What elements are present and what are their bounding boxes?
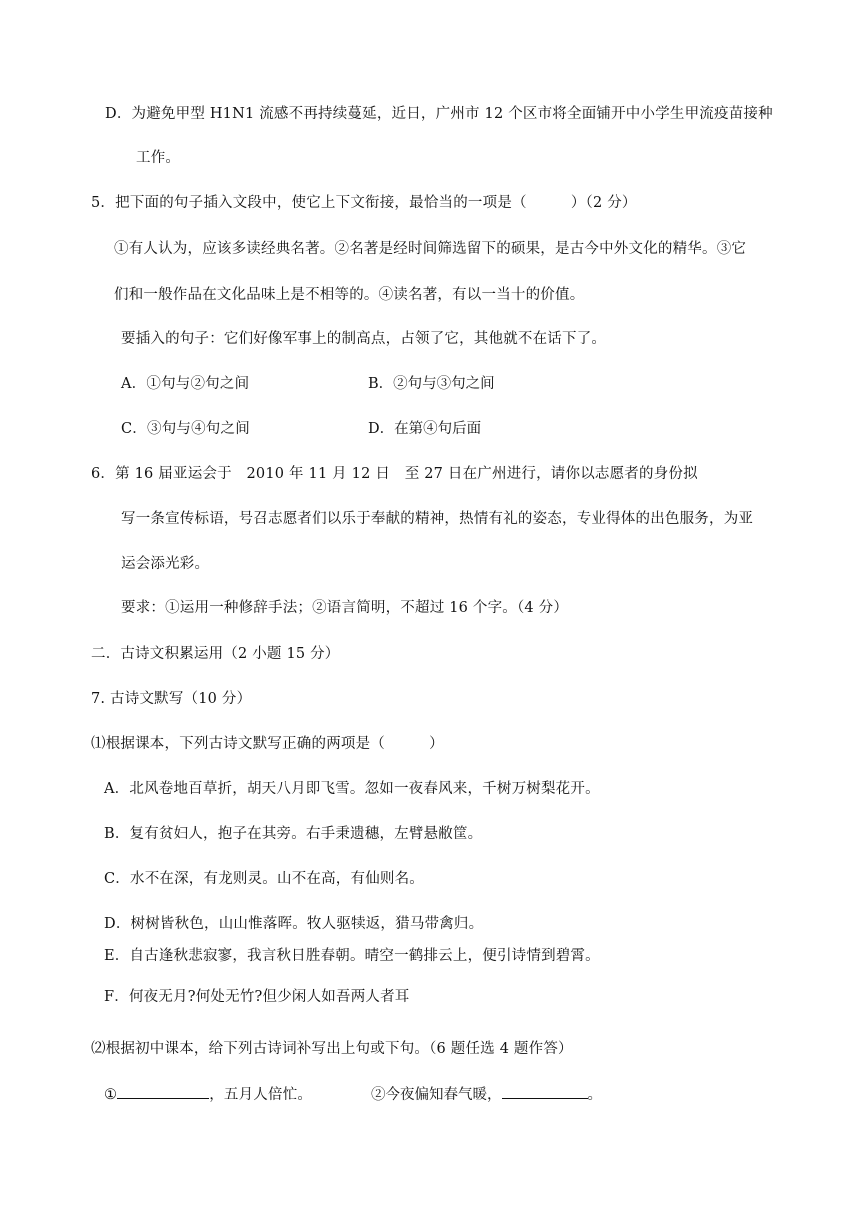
section-2-heading: 二．古诗文积累运用（2 小题 15 分） [91,646,340,662]
question-6-stem: 6．第 16 届亚运会于 2010 年 11 月 12 日 至 27 日在广州进行，请你以志愿者的身份拟 [91,466,698,482]
fill-1-number: ① [104,1087,118,1103]
fill-2-text: ②今夜偏知春气暖， [371,1087,502,1103]
question-5-passage-line2: 们和一般作品在文化品味上是不相等的。④读名著，有以一当十的价值。 [114,287,585,303]
question-7-option-f: F．何夜无月?何处无竹?但少闲人如吾两人者耳 [104,989,410,1005]
question-5-option-a: A．①句与②句之间 [121,376,250,392]
question-7-option-a: A．北风卷地百草折，胡天八月即飞雪。忽如一夜春风来，千树万树梨花开。 [104,781,600,797]
fill-in-line-1 [104,1084,312,1105]
question-6-requirement: 要求：①运用一种修辞手法；②语言简明，不超过 16 个字。（4 分） [121,600,569,616]
option-d-continuation: 工作。 [136,150,181,166]
fill-1-text: ，五月人倍忙。 [209,1087,313,1103]
question-5-insert-sentence: 要插入的句子：它们好像军事上的制高点，占领了它，其他就不在话下了。 [121,331,607,347]
fill-2-blank[interactable] [502,1084,588,1099]
fill-2-end: 。 [587,1087,602,1103]
question-7-part2-stem: ⑵根据初中课本，给下列古诗词补写出上句或下句。（6 题任选 4 题作答） [91,1041,573,1057]
question-5-stem: 5．把下面的句子插入文段中，使它上下文衔接，最恰当的一项是（ ）（2 分） [91,195,637,211]
question-7-option-b: B．复有贫妇人，抱子在其旁。右手秉遗穗，左臂悬敝筐。 [104,826,483,842]
question-7-option-c: C．水不在深，有龙则灵。山不在高，有仙则名。 [104,871,424,887]
fill-1-blank[interactable] [117,1084,209,1099]
question-7-option-d: D．树树皆秋色，山山惟落晖。牧人驱犊返，猎马带禽归。 [104,916,484,932]
question-5-option-b: B．②句与③句之间 [368,376,495,392]
question-6-line2: 运会添光彩。 [121,556,210,572]
question-5-option-d: D．在第④句后面 [368,421,482,437]
question-7-option-e: E．自古逢秋悲寂寥，我言秋日胜春朝。晴空一鹤排云上，便引诗情到碧霄。 [104,948,600,964]
question-5-passage-line1: ①有人认为，应该多读经典名著。②名著是经时间筛选留下的硕果，是古今中外文化的精华。③它 [114,241,747,257]
option-d-line: D．为避免甲型 H1N1 流感不再持续蔓延，近日，广州市 12 个区市将全面铺开中小学生甲流疫苗接种 [105,106,773,122]
fill-in-line-2 [371,1084,602,1105]
question-7-heading: 7. 古诗文默写（10 分） [91,691,252,707]
question-5-option-c: C．③句与④句之间 [121,421,250,437]
question-7-part1-stem: ⑴根据课本，下列古诗文默写正确的两项是（ ） [91,736,444,752]
question-6-line1: 写一条宣传标语，号召志愿者们以乐于奉献的精神，热情有礼的姿态，专业得体的出色服务，为亚 [121,511,754,527]
